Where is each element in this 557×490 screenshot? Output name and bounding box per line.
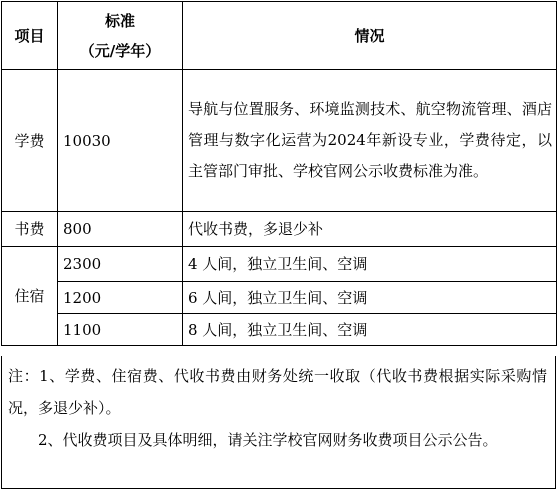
header-situation: 情况 [183,2,557,70]
lodging-category: 住宿 [2,247,58,346]
fee-table [1,1,557,346]
lodging-amount-4: 2300 [58,247,183,282]
books-category: 书费 [2,212,58,247]
table-row-lodging-8 [2,314,557,346]
books-amount: 800 [58,212,183,247]
table-row-lodging-6 [2,282,557,314]
tuition-description: 导航与位置服务、环境监测技术、航空物流管理、酒店管理与数字化运营为2024年新设专业，学费待定，以主管部门审批、学校官网公示收费标准为准。 [183,70,557,212]
lodging-amount-6: 1200 [58,282,183,314]
lodging-description-8: 8 人间，独立卫生间、空调 [183,314,557,346]
header-standard-line1: 标准 [104,11,135,30]
lodging-description-6: 6 人间，独立卫生间、空调 [183,282,557,314]
note-2: 2、代收费项目及具体明细，请关注学校官网财务收费项目公示公告。 [38,431,498,449]
table-row-books [2,212,557,247]
fee-sheet [1,1,556,489]
table-header-row [2,2,557,70]
tuition-category: 学费 [2,70,58,212]
notes-block [1,356,556,489]
table-row-lodging-4 [2,247,557,282]
header-standard-line2: （元/学年） [79,41,161,60]
header-standard [58,2,183,70]
table-row-tuition [2,70,557,212]
lodging-amount-8: 1100 [58,314,183,346]
note-1: 注：1、学费、住宿费、代收书费由财务处统一收取（代收书费根据实际采购情况，多退少补）。 [8,367,547,417]
tuition-amount: 10030 [58,70,183,212]
lodging-description-4: 4 人间，独立卫生间、空调 [183,247,557,282]
books-description: 代收书费，多退少补 [183,212,557,247]
header-item: 项目 [2,2,58,70]
